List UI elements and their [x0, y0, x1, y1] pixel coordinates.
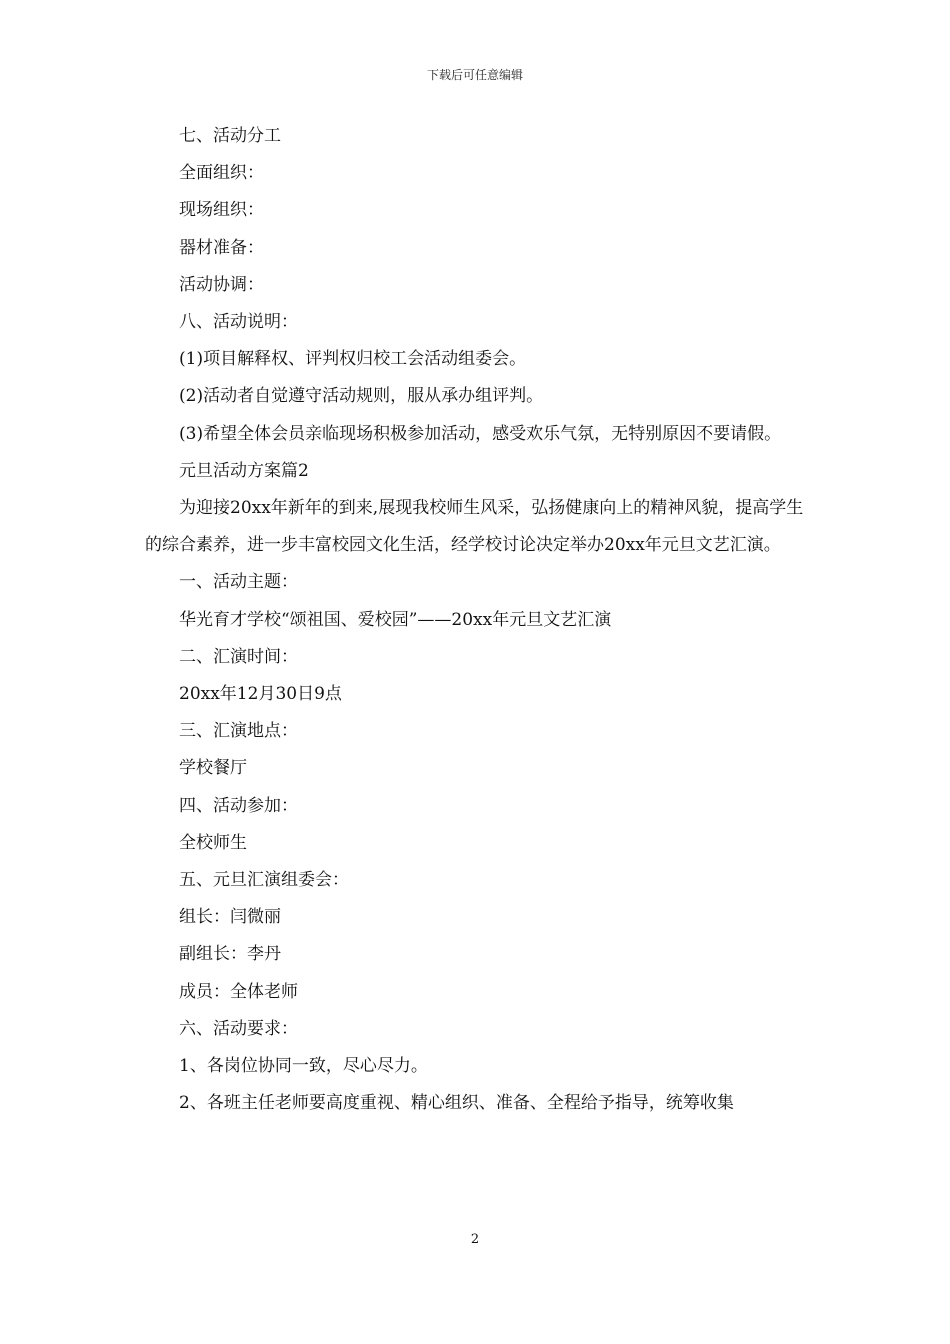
article-title: 元旦活动方案篇2	[179, 460, 309, 481]
document-body	[145, 118, 810, 1122]
body-line: 全校师生	[179, 832, 247, 853]
section-heading-division: 七、活动分工	[179, 126, 281, 146]
body-line: 学校餐厅	[179, 758, 247, 779]
section-heading-requirements: 六、活动要求：	[179, 1018, 298, 1039]
body-line: 组长：闫微丽	[179, 907, 281, 928]
body-paragraph: (3)希望全体会员亲临现场积极参加活动，感受欢乐气氛，无特别原因不要请假。	[179, 423, 782, 444]
page-number: 2	[470, 1232, 480, 1247]
page-header-note: 下载后可任意编辑	[426, 68, 523, 82]
body-paragraph: 2、各班主任老师要高度重视、精心组织、准备、全程给予指导，统筹收集	[179, 1093, 734, 1114]
body-paragraph: 1、各岗位协同一致，尽心尽力。	[179, 1056, 428, 1077]
body-line: 副组长：李丹	[179, 944, 281, 965]
body-line: 活动协调：	[179, 274, 264, 295]
body-line: 成员：全体老师	[179, 981, 298, 1002]
body-line: 20xx年12月30日9点	[179, 684, 342, 705]
body-line: 华光育才学校“颂祖国、爱校园”——20xx年元旦文艺汇演	[179, 609, 612, 630]
body-paragraph: (2)活动者自觉遵守活动规则，服从承办组评判。	[179, 386, 544, 407]
section-heading-committee: 五、元旦汇演组委会：	[179, 870, 349, 891]
body-line: 现场组织：	[179, 200, 264, 221]
section-heading-time: 二、汇演时间：	[179, 646, 298, 667]
body-paragraph: 为迎接20xx年新年的到来,展现我校师生风采，弘扬健康向上的精神风貌，提高学生的综合素养，进一步丰富校园文化生活，经学校讨论决定举办20xx年元旦文艺汇演。	[145, 498, 804, 556]
body-line: 器材准备：	[179, 237, 264, 258]
section-heading-notes: 八、活动说明：	[179, 312, 298, 333]
section-heading-participants: 四、活动参加：	[179, 795, 298, 816]
section-heading-location: 三、汇演地点：	[179, 721, 298, 742]
body-paragraph: (1)项目解释权、评判权归校工会活动组委会。	[179, 349, 527, 370]
body-line: 全面组织：	[179, 163, 264, 184]
section-heading-theme: 一、活动主题：	[179, 572, 298, 593]
